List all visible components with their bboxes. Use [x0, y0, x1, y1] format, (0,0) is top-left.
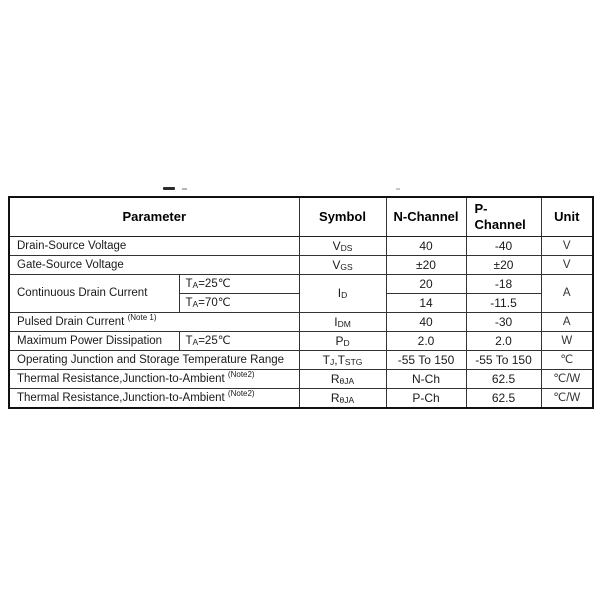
unit-cell: V: [541, 256, 593, 275]
param-cell: Continuous Drain Current: [9, 275, 179, 313]
unit-cell: ℃/W: [541, 389, 593, 409]
p-channel-value: 2.0: [466, 332, 541, 351]
unit-cell: ℃/W: [541, 370, 593, 389]
header-parameter: Parameter: [9, 197, 299, 237]
symbol-cell: $I_D$: [299, 275, 386, 313]
p-channel-value: -11.5: [466, 294, 541, 313]
maximum-ratings-table: [8, 196, 594, 409]
cropped-text-fragment: [396, 188, 400, 190]
header-symbol: Symbol: [299, 197, 386, 237]
table-row-idm: [9, 313, 593, 332]
header-n-channel: N-Channel: [386, 197, 466, 237]
param-cell: Pulsed Drain Current $^{(Note 1)}$: [9, 313, 299, 332]
n-channel-value: 40: [386, 313, 466, 332]
symbol-cell: $I_{DM}$: [299, 313, 386, 332]
condition-cell: $T_A=70℃$: [179, 294, 299, 313]
unit-cell: A: [541, 313, 593, 332]
n-channel-value: -55 To 150: [386, 351, 466, 370]
p-channel-value: -40: [466, 237, 541, 256]
param-cell: Thermal Resistance,Junction-to-Ambient $^{(Note2)}$: [9, 389, 299, 409]
symbol-cell: $V_{DS}$: [299, 237, 386, 256]
p-channel-value: -30: [466, 313, 541, 332]
param-cell: Maximum Power Dissipation: [9, 332, 179, 351]
table-row-pd: [9, 332, 593, 351]
header-p-channel: P-Channel: [466, 197, 541, 237]
table-row-rja-nch: [9, 370, 593, 389]
header-unit: Unit: [541, 197, 593, 237]
n-channel-value: ±20: [386, 256, 466, 275]
condition-cell: $T_A=25℃$: [179, 332, 299, 351]
param-cell: Gate-Source Voltage: [9, 256, 299, 275]
p-channel-value: 62.5: [466, 389, 541, 409]
p-channel-value: ±20: [466, 256, 541, 275]
n-channel-value: N-Ch: [386, 370, 466, 389]
n-channel-value: 2.0: [386, 332, 466, 351]
table-row-vgs: [9, 256, 593, 275]
unit-cell: V: [541, 237, 593, 256]
cropped-text-fragment: [163, 187, 175, 190]
param-cell: Operating Junction and Storage Temperature Range: [9, 351, 299, 370]
unit-cell: W: [541, 332, 593, 351]
unit-cell: ℃: [541, 351, 593, 370]
condition-cell: $T_A=25℃$: [179, 275, 299, 294]
table-row-id-25: [9, 275, 593, 294]
symbol-cell: $T_J,T_{STG}$: [299, 351, 386, 370]
symbol-cell: $P_D$: [299, 332, 386, 351]
symbol-cell: $R_{\theta JA}$: [299, 370, 386, 389]
n-channel-value: P-Ch: [386, 389, 466, 409]
param-cell: Drain-Source Voltage: [9, 237, 299, 256]
param-cell: Thermal Resistance,Junction-to-Ambient $^{(Note2)}$: [9, 370, 299, 389]
table-row-tj: [9, 351, 593, 370]
n-channel-value: 20: [386, 275, 466, 294]
cropped-text-fragment: [182, 188, 187, 190]
symbol-cell: $V_{GS}$: [299, 256, 386, 275]
unit-cell: A: [541, 275, 593, 313]
table-row-rja-pch: [9, 389, 593, 409]
p-channel-value: -55 To 150: [466, 351, 541, 370]
table-row-vds: [9, 237, 593, 256]
p-channel-value: -18: [466, 275, 541, 294]
symbol-cell: $R_{\theta JA}$: [299, 389, 386, 409]
p-channel-value: 62.5: [466, 370, 541, 389]
n-channel-value: 14: [386, 294, 466, 313]
table-header-row: [9, 197, 593, 237]
n-channel-value: 40: [386, 237, 466, 256]
